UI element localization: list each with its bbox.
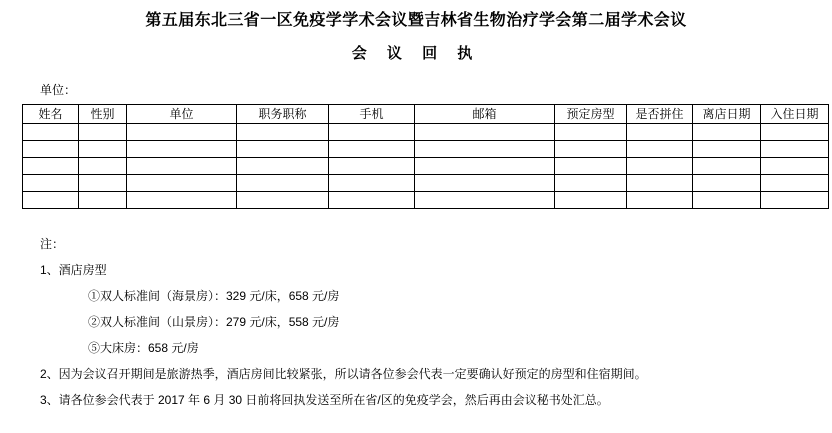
column-header-name: 姓名	[23, 105, 79, 124]
cell-checkin[interactable]	[761, 192, 829, 209]
cell-gender[interactable]	[79, 158, 127, 175]
cell-email[interactable]	[415, 192, 555, 209]
cell-email[interactable]	[415, 175, 555, 192]
cell-email[interactable]	[415, 141, 555, 158]
table-row	[23, 175, 829, 192]
cell-position[interactable]	[237, 158, 329, 175]
cell-mobile[interactable]	[329, 124, 415, 141]
cell-checkout[interactable]	[693, 158, 761, 175]
cell-unit[interactable]	[127, 175, 237, 192]
note-item-deadline: 3、请各位参会代表于 2017 年 6 月 30 日前将回执发送至所在省/区的免疫学会，然后再由会议秘书处汇总。	[40, 393, 609, 407]
cell-position[interactable]	[237, 141, 329, 158]
note-item-room-king-bed: ⑤大床房：658 元/房	[88, 341, 199, 355]
note-item-peak-season: 2、因为会议召开期间是旅游热季，酒店房间比较紧张，所以请各位参会代表一定要确认好预定的房型和住宿期间。	[40, 367, 647, 381]
cell-roomtype[interactable]	[555, 141, 627, 158]
document-page	[0, 10, 832, 433]
cell-roomtype[interactable]	[555, 175, 627, 192]
cell-gender[interactable]	[79, 124, 127, 141]
cell-roomtype[interactable]	[555, 158, 627, 175]
cell-checkout[interactable]	[693, 192, 761, 209]
cell-position[interactable]	[237, 192, 329, 209]
column-header-share: 是否拼住	[627, 105, 693, 124]
cell-checkin[interactable]	[761, 175, 829, 192]
column-header-position: 职务职称	[237, 105, 329, 124]
cell-mobile[interactable]	[329, 141, 415, 158]
receipt-table	[22, 104, 829, 209]
unit-label: 单位：	[40, 83, 77, 97]
cell-gender[interactable]	[79, 141, 127, 158]
cell-position[interactable]	[237, 124, 329, 141]
cell-email[interactable]	[415, 158, 555, 175]
cell-name[interactable]	[23, 192, 79, 209]
notes-heading: 注：	[40, 237, 65, 251]
cell-share[interactable]	[627, 141, 693, 158]
page-subtitle: 会 议 回 执	[351, 45, 481, 62]
column-header-email: 邮箱	[415, 105, 555, 124]
table-row	[23, 124, 829, 141]
cell-unit[interactable]	[127, 124, 237, 141]
cell-name[interactable]	[23, 158, 79, 175]
notes-section	[40, 231, 832, 413]
table-row	[23, 141, 829, 158]
cell-roomtype[interactable]	[555, 124, 627, 141]
table-row	[23, 158, 829, 175]
cell-share[interactable]	[627, 192, 693, 209]
cell-gender[interactable]	[79, 192, 127, 209]
cell-position[interactable]	[237, 175, 329, 192]
receipt-table-wrapper	[22, 104, 819, 209]
cell-checkin[interactable]	[761, 141, 829, 158]
cell-mobile[interactable]	[329, 175, 415, 192]
cell-unit[interactable]	[127, 158, 237, 175]
cell-mobile[interactable]	[329, 192, 415, 209]
cell-roomtype[interactable]	[555, 192, 627, 209]
cell-checkout[interactable]	[693, 141, 761, 158]
cell-unit[interactable]	[127, 141, 237, 158]
column-header-unit: 单位	[127, 105, 237, 124]
cell-name[interactable]	[23, 141, 79, 158]
cell-checkin[interactable]	[761, 124, 829, 141]
cell-share[interactable]	[627, 158, 693, 175]
cell-share[interactable]	[627, 175, 693, 192]
cell-mobile[interactable]	[329, 158, 415, 175]
note-item-room-mountain-view: ②双人标准间（山景房）：279 元/床，558 元/房	[88, 315, 340, 329]
table-body	[23, 124, 829, 209]
table-row	[23, 105, 829, 124]
column-header-mobile: 手机	[329, 105, 415, 124]
cell-name[interactable]	[23, 175, 79, 192]
cell-checkout[interactable]	[693, 175, 761, 192]
cell-share[interactable]	[627, 124, 693, 141]
cell-unit[interactable]	[127, 192, 237, 209]
note-item-room-types: 1、酒店房型	[40, 263, 107, 277]
table-header-row	[23, 105, 829, 124]
cell-gender[interactable]	[79, 175, 127, 192]
column-header-roomtype: 预定房型	[555, 105, 627, 124]
cell-name[interactable]	[23, 124, 79, 141]
column-header-checkin: 入住日期	[761, 105, 829, 124]
column-header-checkout: 离店日期	[693, 105, 761, 124]
cell-email[interactable]	[415, 124, 555, 141]
table-row	[23, 192, 829, 209]
cell-checkout[interactable]	[693, 124, 761, 141]
page-title: 第五届东北三省一区免疫学学术会议暨吉林省生物治疗学会第二届学术会议	[145, 12, 687, 29]
column-header-gender: 性别	[79, 105, 127, 124]
cell-checkin[interactable]	[761, 158, 829, 175]
note-item-room-sea-view: ①双人标准间（海景房）：329 元/床，658 元/房	[88, 289, 340, 303]
